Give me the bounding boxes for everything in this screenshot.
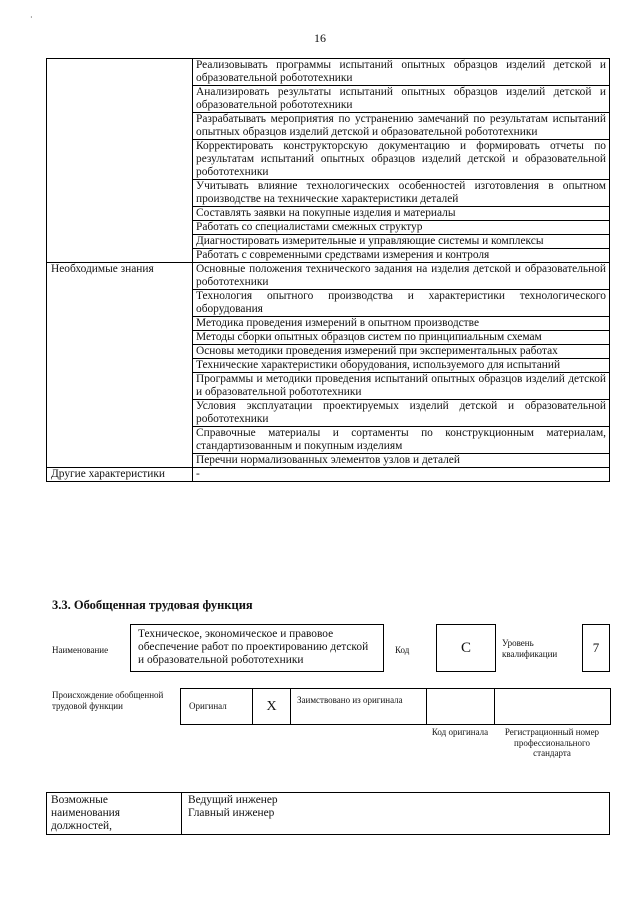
table-cell: Условия эксплуатации проектируемых изделий детской и образовательной робототехники [193, 400, 610, 427]
table-cell: Основы методики проведения измерений при экспериментальных работах [193, 345, 610, 359]
table-cell: Основные положения технического задания на изделия детской и образовательной робототехники [193, 263, 610, 290]
table-row [47, 263, 610, 290]
table-cell: Реализовывать программы испытаний опытных образцов изделий детской и образовательной робототехники [193, 59, 610, 86]
qualification-level-label: Уровень квалификации [502, 638, 558, 659]
table-cell: Справочные материалы и сортаменты по конструкционным материалам, стандартизованным и покупным изделиям [193, 427, 610, 454]
origin-table [180, 688, 611, 725]
table-row [47, 468, 610, 482]
table-row [47, 59, 610, 86]
row-group-label: Другие характеристики [47, 468, 193, 482]
table-cell: Разрабатывать мероприятия по устранению замечаний по результатам испытаний опытных образцов изделий детской и образовательной робототехники [193, 113, 610, 140]
positions-values [182, 793, 610, 835]
possible-positions-table [46, 792, 610, 835]
original-label: Оригинал [181, 689, 253, 725]
table-cell: - [193, 468, 610, 482]
original-mark: X [253, 689, 291, 725]
code-label: Код [395, 645, 410, 655]
original-code-cell [427, 689, 495, 725]
table-cell: Программы и методики проведения испытаний опытных образцов изделий детской и образовательной робототехники [193, 373, 610, 400]
skills-knowledge-table [46, 58, 610, 482]
table-cell: Диагностировать измерительные и управляющие системы и комплексы [193, 235, 610, 249]
table-cell: Методы сборки опытных образцов систем по принципиальным схемам [193, 331, 610, 345]
original-code-caption: Код оригинала [431, 727, 489, 737]
table-cell: Составлять заявки на покупные изделия и материалы [193, 207, 610, 221]
scan-dot: · [30, 13, 33, 22]
table-cell: Учитывать влияние технологических особенностей изготовления в опытном производстве на технические характеристики деталей [193, 180, 610, 207]
table-cell: Работать с современными средствами измерения и контроля [193, 249, 610, 263]
positions-label: Возможные наименования должностей, [47, 793, 182, 835]
page-number: 16 [314, 31, 326, 45]
table-cell: Методика проведения измерений в опытном производстве [193, 317, 610, 331]
registration-number-caption: Регистрационный номер профессионального стандарта [504, 727, 600, 758]
row-group-label: Необходимые знания [47, 263, 193, 468]
table-cell: Корректировать конструкторскую документацию и формировать отчеты по результатам испытаний опытных образцов изделий детской и образовательной робототехники [193, 140, 610, 180]
borrowed-label: Заимствовано из оригинала [291, 689, 427, 725]
name-label: Наименование [52, 645, 109, 655]
table-cell: Перечни нормализованных элементов узлов и деталей [193, 454, 610, 468]
table-cell: Анализировать результаты испытаний опытных образцов изделий детской и образовательной робототехники [193, 86, 610, 113]
row-group-label [47, 59, 193, 263]
function-name-box: Техническое, экономическое и правовое обеспечение работ по проектированию детской и образовательной робототехники [130, 624, 384, 672]
qualification-level-box: 7 [582, 624, 610, 672]
origin-label: Происхождение обобщенной трудовой функции [52, 690, 164, 711]
table-cell: Работать со специалистами смежных структур [193, 221, 610, 235]
function-code-box: C [436, 624, 496, 672]
position-value: Ведущий инженер [188, 794, 278, 806]
registration-number-cell [495, 689, 611, 725]
table-cell: Технические характеристики оборудования, используемого для испытаний [193, 359, 610, 373]
section-title: 3.3. Обобщенная трудовая функция [52, 598, 253, 612]
position-value: Главный инженер [188, 807, 275, 819]
table-cell: Технология опытного производства и характеристики технологического оборудования [193, 290, 610, 317]
